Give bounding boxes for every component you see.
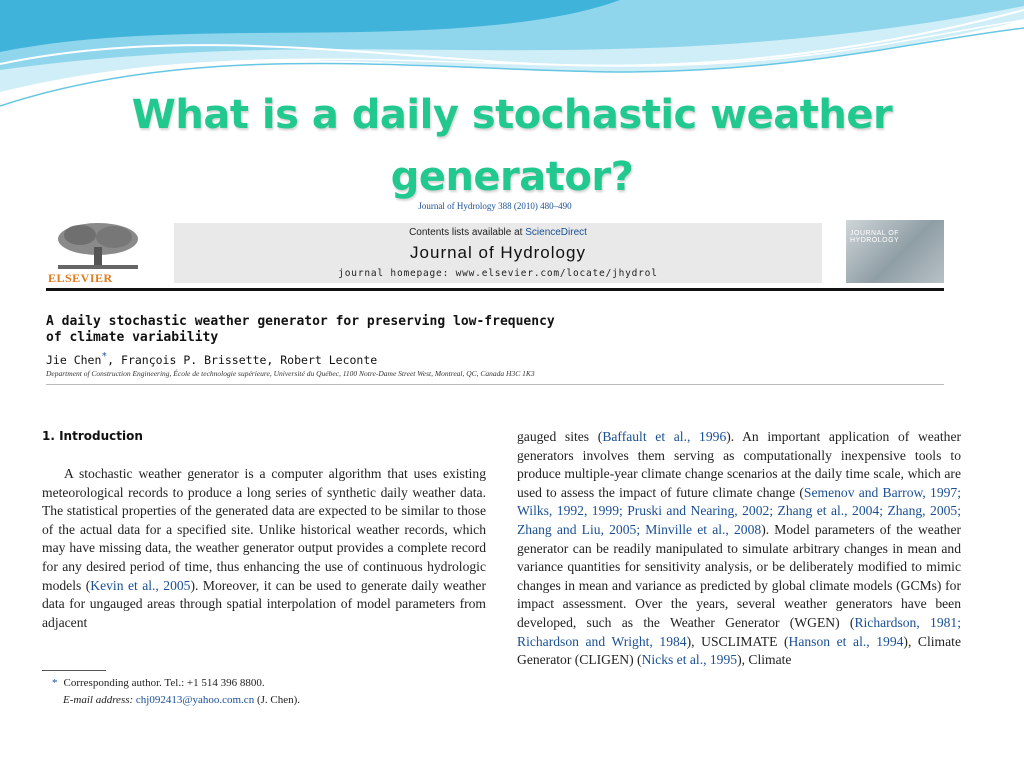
- journal-name: Journal of Hydrology: [410, 243, 586, 262]
- corresponding-author: Corresponding author. Tel.: +1 514 396 8800.: [63, 677, 265, 689]
- text-run: A stochastic weather generator is a computer algorithm that uses existing meteorological records to produce a long series of synthetic daily weather data. The statistical properties of the generated data are expected to be similar to those of the actual data for a specified site. Unlike historical weather records, which may have missing data, the weather generator output provides a complete record for any desired period of time, thus enhancing the use of continuous hydrologic models (: [42, 466, 486, 593]
- tree-icon: [50, 221, 146, 271]
- email-label: E-mail address:: [63, 694, 134, 706]
- masthead-rule: [46, 288, 944, 291]
- footnote-rule: [42, 670, 106, 671]
- journal-banner: [174, 223, 822, 283]
- header-rule: [46, 384, 944, 385]
- text-run: ), Climate Generator (CLIGEN) (: [517, 633, 961, 668]
- citation-link[interactable]: Nicks et al., 1995: [641, 652, 738, 668]
- authors-rest: , François P. Brissette, Robert Leconte: [107, 352, 378, 367]
- text-run: ). Moreover, it can be used to generate daily weather data for ungauged areas through spatial interpolation of model parameters from adjacent: [42, 577, 486, 630]
- slide-title: What is a daily stochastic weather generator?: [131, 92, 893, 200]
- intro-paragraph-left: [42, 465, 486, 632]
- footnote-line-1: [52, 675, 300, 692]
- footnote-line-2: [52, 692, 300, 709]
- article-title-line1: A daily stochastic weather generator for preserving low-frequency: [46, 314, 555, 329]
- corresponding-mark: *: [101, 351, 108, 362]
- contents-prefix: Contents lists available at: [409, 227, 526, 238]
- sciencedirect-link[interactable]: ScienceDirect: [525, 227, 587, 238]
- journal-citation: Journal of Hydrology 388 (2010) 480–490: [418, 201, 572, 211]
- contents-line: [174, 227, 822, 238]
- email-link[interactable]: chj092413@yahoo.com.cn: [135, 694, 255, 706]
- footnote-marker: *: [52, 677, 58, 689]
- intro-paragraph-right: [517, 428, 961, 670]
- text-run: ). Model parameters of the weather generator can be readily manipulated to simulate arbitrary changes in mean and variance quantities for sensitivity analysis, or be deliberately modified to mimic changes in mean and variance as predicted by global climate models (GCMs) for impact assessment. Over the years, several weather generators have been developed, such as the Weather Generator (WGEN) (: [517, 521, 962, 630]
- citation-link[interactable]: Richardson, 1981; Richardson and Wright, 1984: [517, 614, 961, 649]
- elsevier-logo: [46, 219, 152, 285]
- author-list: [46, 351, 377, 367]
- author-primary: Jie Chen: [46, 352, 102, 367]
- journal-cover: [846, 220, 944, 283]
- text-run: ), USCLIMATE (: [686, 633, 789, 649]
- section-heading: 1. Introduction: [42, 429, 143, 443]
- journal-masthead: [46, 219, 944, 289]
- citation-link[interactable]: Kevin et al., 2005: [90, 577, 191, 593]
- footnote: [52, 675, 300, 709]
- author-affiliation: Department of Construction Engineering, École de technologie supérieure, Université du Québec, 1100 Notre-Dame Street West, Montreal, QC, Canada H3C 1K3: [46, 369, 535, 378]
- text-run: ). An important application of weather generators involves them serving as computationally inexpensive tools to produce multiple-year climate change scenarios at the daily time scale, which are used to assess the impact of future climate change (: [517, 429, 962, 500]
- citation-link[interactable]: Semenov and Barrow, 1997; Wilks, 1992, 1999; Pruski and Nearing, 2002; Zhang et al., 2004; Zhang, 2005; Zhang and Liu, 2005; Minville et al., 2008: [517, 484, 961, 537]
- journal-homepage: journal homepage: www.elsevier.com/locate/jhydrol: [338, 268, 658, 279]
- article-title-line2: of climate variability: [46, 330, 219, 345]
- text-run: gauged sites (: [517, 429, 603, 444]
- elsevier-wordmark: ELSEVIER: [48, 271, 113, 285]
- citation-link[interactable]: Hanson et al., 1994: [788, 633, 904, 649]
- email-suffix: (J. Chen).: [254, 694, 301, 706]
- article-title: [46, 314, 906, 346]
- cover-title: JOURNAL OF HYDROLOGY: [850, 230, 900, 244]
- citation-link[interactable]: Baffault et al., 1996: [602, 429, 727, 444]
- text-run: ), Climate: [737, 652, 792, 668]
